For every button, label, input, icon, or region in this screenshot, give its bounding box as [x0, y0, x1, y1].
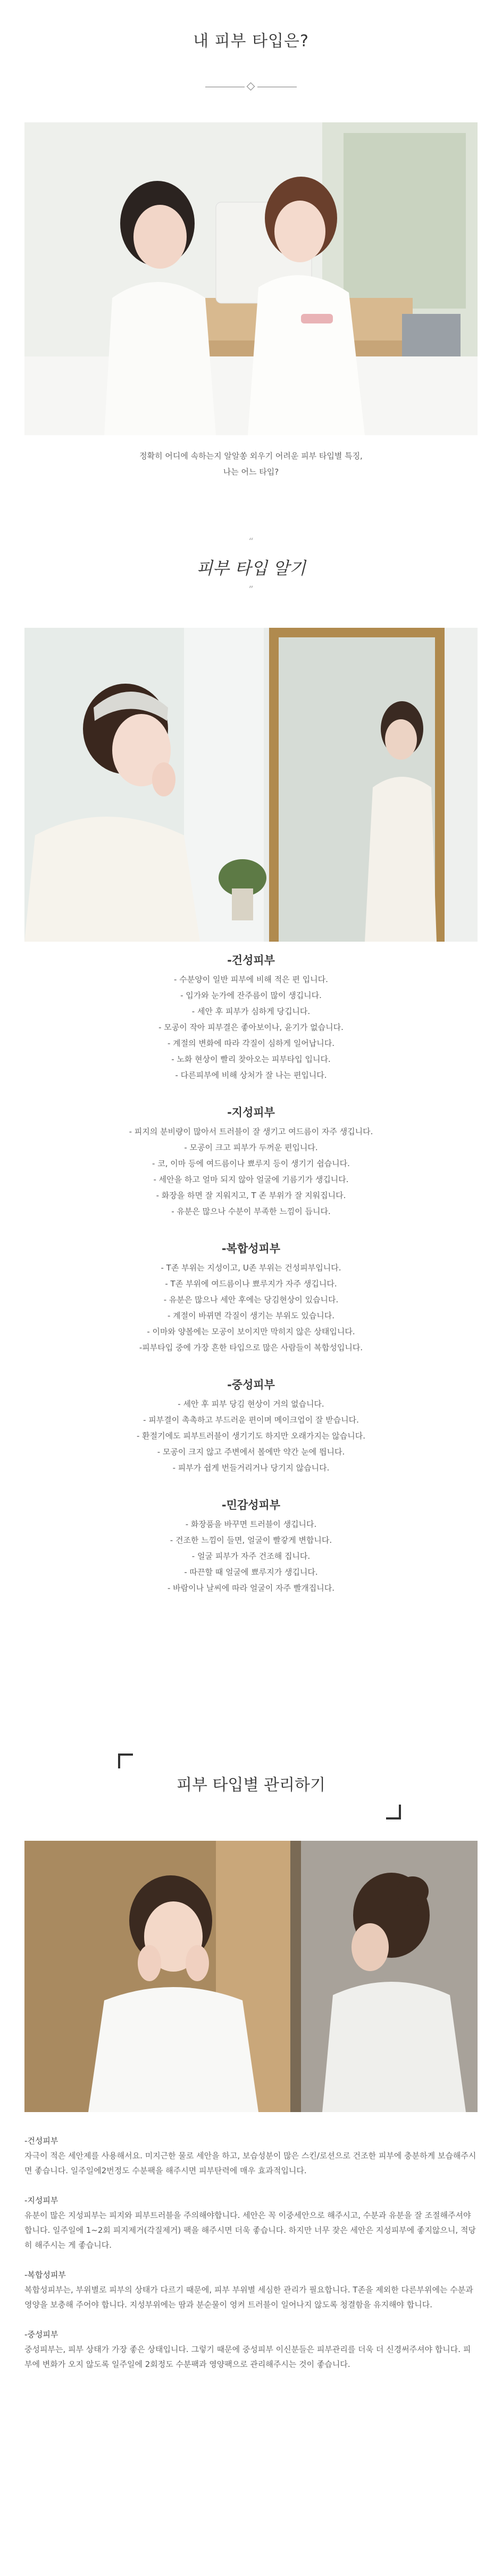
- skin-type-combination: [0, 1241, 502, 1356]
- care-tip-text: 자극이 적은 세안제를 사용해서요. 미지근한 물로 세안을 하고, 보습성분이 많은 스킨/로션으로 건조한 피부에 충분하게 보습해주시면 좋습니다. 일주일에2번정도 수분팩을 해주시면 피부탄력에 매우 효과적입니다.: [24, 2151, 476, 2175]
- bathrobe-photo: [24, 1841, 478, 2112]
- corner-bracket-bottom-right: [386, 1805, 401, 1819]
- skin-type-line: - 다른피부에 비해 상처가 잘 나는 편입니다.: [175, 1070, 327, 1080]
- skin-type-line: - T존 부위에 여드름이나 뾰루지가 자주 생깁니다.: [165, 1279, 337, 1289]
- section-title-skin-types: 피부 타입 알기: [196, 558, 306, 578]
- skin-type-line: - 건조한 느낌이 들면, 얼굴이 빨갛게 변합니다.: [170, 1535, 332, 1545]
- care-tip-dry: [24, 2133, 478, 2178]
- skin-type-line: - 세안 후 피부 당김 현상이 거의 없습니다.: [178, 1399, 324, 1409]
- skin-type-title: -민감성피부: [221, 1499, 281, 1511]
- skin-type-line: - 피지의 분비량이 많아서 트러블이 잘 생기고 여드름이 자주 생깁니다.: [129, 1127, 373, 1136]
- corner-bracket-top-left: [118, 1754, 133, 1768]
- skin-type-title: -건성피부: [227, 954, 275, 967]
- skin-type-title: -중성피부: [227, 1378, 275, 1391]
- intro-line: 나는 어느 타입?: [223, 467, 279, 477]
- skin-type-line: - 화장을 하면 잘 지워지고, T 존 부위가 잘 지워집니다.: [156, 1191, 346, 1200]
- skin-type-line: - 코, 이마 등에 여드름이나 뾰루지 등이 생기기 쉽습니다.: [152, 1159, 350, 1168]
- skin-type-title: -복합성피부: [221, 1242, 281, 1255]
- skin-type-oily: [0, 1104, 502, 1219]
- intro-text: [0, 448, 502, 480]
- skin-type-line: - 환절기에도 피부트러블이 생기기도 하지만 오래가지는 않습니다.: [136, 1431, 366, 1441]
- skin-type-line: - 모공이 크고 피부가 두꺼운 편입니다.: [184, 1143, 318, 1152]
- skin-type-line: - T존 부위는 지성이고, U존 부위는 건성피부입니다.: [161, 1263, 341, 1273]
- care-tip-text: 유분이 많은 지성피부는 피지와 피부트러블을 주의해야합니다. 세안은 꼭 이중세안으로 해주시고, 수분과 유분을 잘 조절해주셔야 합니다. 일주일에 1~2회 피지제거(각질제거) 팩을 해주시면 더욱 좋습니다. 하지만 너무 잦은 세안은 지성피부에 좋지않으니, 적당히 해주시는 게 좋습니다.: [24, 2211, 476, 2250]
- skin-type-line: - 유분은 많으나 수분이 부족한 느낌이 듭니다.: [171, 1207, 331, 1216]
- skin-type-title: -지성피부: [227, 1106, 275, 1119]
- hero-photo: [24, 122, 478, 435]
- page-title: 내 피부 타입은?: [193, 32, 309, 51]
- section-title-care: 피부 타입별 관리하기: [177, 1776, 325, 1794]
- mirror-photo: [24, 628, 478, 942]
- bathrobe-photo-illustration: [24, 1841, 478, 2112]
- title-divider: [205, 84, 297, 90]
- diamond-icon: [247, 82, 255, 91]
- care-tip-text: 중성피부는, 피부 상태가 가장 좋은 상태입니다. 그렇기 때문에 중성피부 이신분들은 피부관리를 더욱 더 신경써주셔야 합니다. 피부에 변화가 오지 않도록 일주일에 2회정도 수분팩과 영양팩으로 관리해주시는 것이 좋습니다.: [24, 2345, 471, 2369]
- skin-type-line: - 따끈할 때 얼굴에 뾰루지가 생깁니다.: [184, 1567, 318, 1577]
- skin-type-sensitive: [0, 1497, 502, 1596]
- care-tip-label: -지성피부: [24, 2196, 58, 2205]
- quote-close-icon: ”: [248, 584, 254, 595]
- care-tip-combination: [24, 2267, 478, 2312]
- skin-type-line: - 입가와 눈가에 잔주름이 많이 생깁니다.: [180, 991, 322, 1000]
- skin-type-line: - 세안 후 피부가 심하게 당깁니다.: [191, 1007, 311, 1016]
- care-tip-oily: [24, 2193, 478, 2253]
- skin-type-line: - 모공이 크지 않고 주변에서 볼에만 약간 눈에 띕니다.: [157, 1447, 345, 1457]
- care-tip-text: 복합성피부는, 부위별로 피부의 상태가 다르기 때문에, 피부 부위별 세심한 관리가 필요합니다. T존을 제외한 다른부위에는 수분과 영양을 보충해 주어야 합니다. 지성부위에는 땀과 분순물이 엉켜 트러블이 일어나지 않도록 청결함을 유지해야 합니다.: [24, 2285, 473, 2309]
- skin-type-line: - 모공이 작아 피부결은 좋아보이나, 윤기가 없습니다.: [158, 1023, 344, 1032]
- skin-type-line: - 얼굴 피부가 자주 건조해 집니다.: [191, 1551, 311, 1561]
- care-tips: [24, 2133, 478, 2387]
- hero-photo-illustration: [24, 122, 478, 435]
- skin-type-line: - 계절이 바뀌면 각질이 생기는 부위도 있습니다.: [167, 1311, 335, 1320]
- quote-open-icon: “: [248, 536, 254, 547]
- care-tip-label: -중성피부: [24, 2330, 58, 2339]
- intro-line: 정확히 어디에 속하는지 알알쏭 외우기 어려운 피부 타입별 특징,: [139, 451, 363, 461]
- skin-type-line: -피부타입 중에 가장 흔한 타입으로 많은 사람들이 복합성입니다.: [139, 1343, 363, 1352]
- skin-type-line: - 세안을 하고 얼마 되지 않아 얼굴에 기름기가 생깁니다.: [153, 1175, 349, 1184]
- skin-type-line: - 화장품을 바꾸면 트러블이 생깁니다.: [185, 1519, 317, 1529]
- skin-type-list: [0, 952, 502, 1617]
- skin-type-line: - 피부결이 촉촉하고 부드러운 편이며 메이크업이 잘 받습니다.: [143, 1415, 359, 1425]
- skin-type-normal: [0, 1377, 502, 1476]
- mirror-photo-illustration: [24, 628, 478, 942]
- skin-type-line: - 유분은 많으나 세안 후에는 당김현상이 있습니다.: [163, 1295, 339, 1304]
- skin-type-line: - 바람이나 날씨에 따라 얼굴이 자주 빨개집니다.: [167, 1583, 335, 1593]
- skin-type-line: - 이마와 양볼에는 모공이 보이지만 막히지 않은 상태입니다.: [147, 1327, 355, 1336]
- care-tip-normal: [24, 2327, 478, 2372]
- care-tip-label: -건성피부: [24, 2136, 58, 2146]
- skin-type-line: - 계절의 변화에 따라 각질이 심하게 일어납니다.: [167, 1038, 335, 1048]
- care-tip-label: -복합성피부: [24, 2270, 66, 2280]
- skin-type-dry: [0, 952, 502, 1083]
- skin-type-line: - 노화 현상이 빨리 찾아오는 피부타입 입니다.: [171, 1054, 331, 1064]
- skin-type-line: - 수분양이 일반 피부에 비해 적은 편 입니다.: [174, 975, 328, 984]
- skin-type-line: - 피부가 쉽게 번들거리거나 당기지 않습니다.: [172, 1463, 330, 1473]
